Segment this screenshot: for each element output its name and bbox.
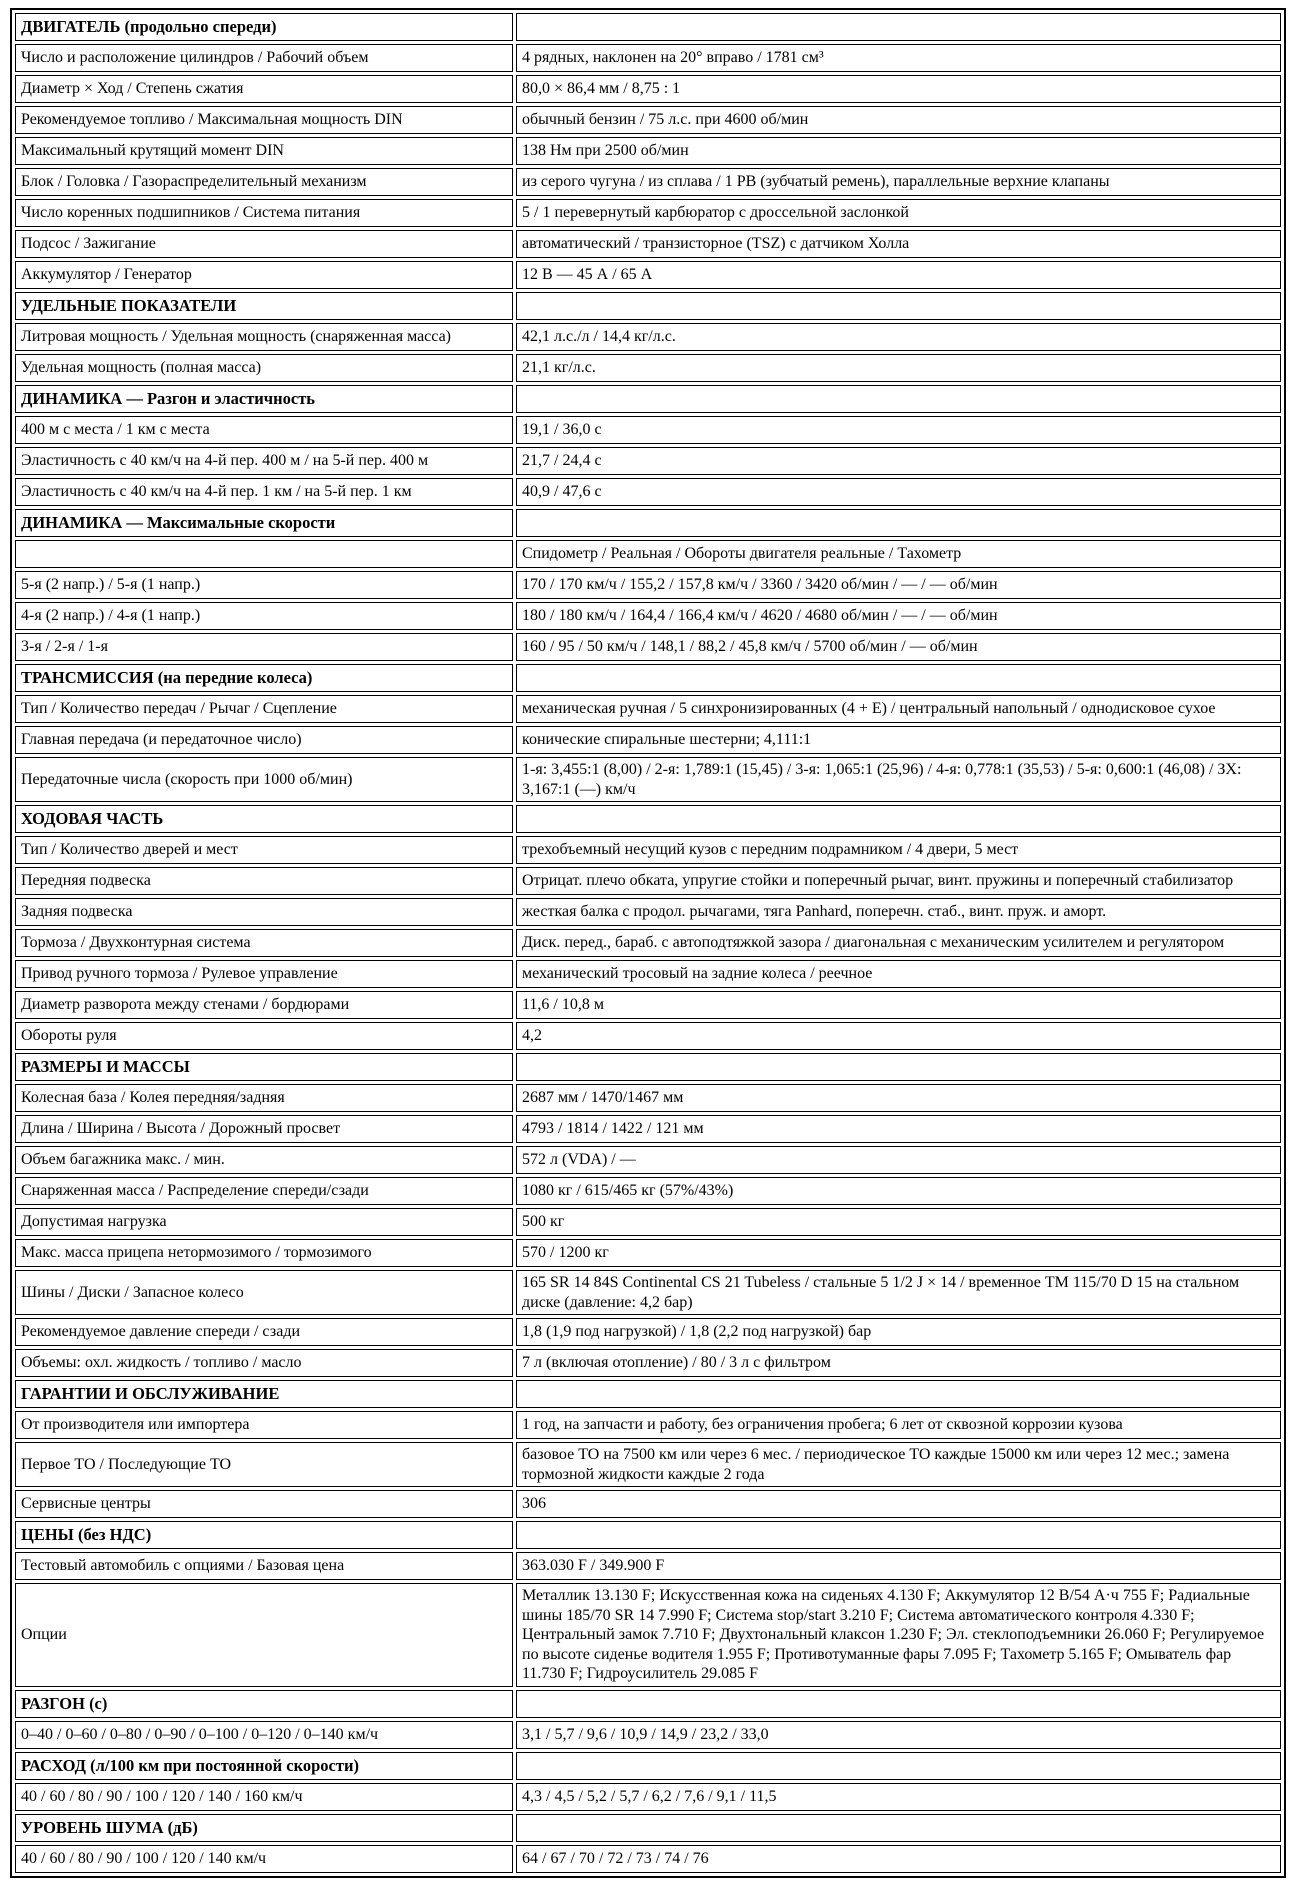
spec-value: конические спиральные шестерни; 4,111:1: [516, 726, 1281, 754]
spec-row: [15, 1349, 1281, 1377]
spec-value: 40,9 / 47,6 с: [516, 478, 1281, 506]
section-title: УДЕЛЬНЫЕ ПОКАЗАТЕЛИ: [15, 292, 513, 320]
spec-row: [15, 168, 1281, 196]
spec-label: Допустимая нагрузка: [15, 1208, 513, 1236]
spec-value: 306: [516, 1490, 1281, 1518]
section-title: ДИНАМИКА — Разгон и эластичность: [15, 385, 513, 413]
spec-label: Тормоза / Двухконтурная система: [15, 929, 513, 957]
spec-value: 3,1 / 5,7 / 9,6 / 10,9 / 14,9 / 23,2 / 33,0: [516, 1721, 1281, 1749]
spec-value: трехобъемный несущий кузов с передним подрамником / 4 двери, 5 мест: [516, 836, 1281, 864]
spec-value: 572 л (VDA) / —: [516, 1146, 1281, 1174]
spec-label: Блок / Головка / Газораспределительный механизм: [15, 168, 513, 196]
spec-row: [15, 1552, 1281, 1580]
spec-label: 400 м с места / 1 км с места: [15, 416, 513, 444]
spec-row: [15, 323, 1281, 351]
spec-row: [15, 991, 1281, 1019]
spec-label: 40 / 60 / 80 / 90 / 100 / 120 / 140 км/ч: [15, 1845, 513, 1873]
spec-value: 42,1 л.с./л / 14,4 кг/л.с.: [516, 323, 1281, 351]
section-spacer-cell: [516, 13, 1281, 41]
spec-row: [15, 571, 1281, 599]
spec-value: 11,6 / 10,8 м: [516, 991, 1281, 1019]
spec-label: Удельная мощность (полная масса): [15, 354, 513, 382]
section-spacer-cell: [516, 1380, 1281, 1408]
spec-value: автоматический / транзисторное (TSZ) с датчиком Холла: [516, 230, 1281, 258]
section-spacer-cell: [516, 1814, 1281, 1842]
spec-row: [15, 757, 1281, 802]
spec-row: [15, 1490, 1281, 1518]
spec-row: [15, 1411, 1281, 1439]
section-title: ЦЕНЫ (без НДС): [15, 1521, 513, 1549]
section-spacer-cell: [516, 1521, 1281, 1549]
spec-value: 4793 / 1814 / 1422 / 121 мм: [516, 1115, 1281, 1143]
spec-label: 0–40 / 0–60 / 0–80 / 0–90 / 0–100 / 0–120 / 0–140 км/ч: [15, 1721, 513, 1749]
spec-value: 21,7 / 24,4 с: [516, 447, 1281, 475]
section-spacer-cell: [516, 1752, 1281, 1780]
spec-label: Обороты руля: [15, 1022, 513, 1050]
spec-value: 5 / 1 перевернутый карбюратор с дроссельной заслонкой: [516, 199, 1281, 227]
spec-label: Рекомендуемое давление спереди / сзади: [15, 1318, 513, 1346]
spec-value: 80,0 × 86,4 мм / 8,75 : 1: [516, 75, 1281, 103]
section-title: ГАРАНТИИ И ОБСЛУЖИВАНИЕ: [15, 1380, 513, 1408]
spec-row: [15, 1318, 1281, 1346]
section-title: РАЗМЕРЫ И МАССЫ: [15, 1053, 513, 1081]
section-header-row: [15, 1752, 1281, 1780]
spec-value: 19,1 / 36,0 с: [516, 416, 1281, 444]
spec-label: Колесная база / Колея передняя/задняя: [15, 1084, 513, 1112]
section-header-row: [15, 385, 1281, 413]
section-spacer-cell: [516, 292, 1281, 320]
spec-label: Эластичность с 40 км/ч на 4-й пер. 1 км / на 5-й пер. 1 км: [15, 478, 513, 506]
spec-label: Тестовый автомобиль с опциями / Базовая цена: [15, 1552, 513, 1580]
spec-row: [15, 540, 1281, 568]
spec-label: Диаметр × Ход / Степень сжатия: [15, 75, 513, 103]
section-header-row: [15, 13, 1281, 41]
section-header-row: [15, 664, 1281, 692]
spec-value: 1-я: 3,455:1 (8,00) / 2-я: 1,789:1 (15,45) / 3-я: 1,065:1 (25,96) / 4-я: 0,778:1 (35,53) / 5-я: 0,600:1 (46,08) / ЗХ: 3,167:1 (—) км/ч: [516, 757, 1281, 802]
spec-row: [15, 929, 1281, 957]
spec-row: [15, 1177, 1281, 1205]
spec-value: Отрицат. плечо обката, упругие стойки и поперечный рычаг, винт. пружины и поперечный стабилизатор: [516, 867, 1281, 895]
spec-row: [15, 726, 1281, 754]
spec-value: 160 / 95 / 50 км/ч / 148,1 / 88,2 / 45,8 км/ч / 5700 об/мин / — об/мин: [516, 633, 1281, 661]
spec-row: [15, 1583, 1281, 1687]
section-spacer-cell: [516, 805, 1281, 833]
spec-value: 570 / 1200 кг: [516, 1239, 1281, 1267]
spec-label: Привод ручного тормоза / Рулевое управление: [15, 960, 513, 988]
spec-value: 21,1 кг/л.с.: [516, 354, 1281, 382]
spec-value: 2687 мм / 1470/1467 мм: [516, 1084, 1281, 1112]
car-spec-table: [10, 8, 1286, 1878]
spec-label: От производителя или импортера: [15, 1411, 513, 1439]
spec-label: Число и расположение цилиндров / Рабочий объем: [15, 44, 513, 72]
spec-value: обычный бензин / 75 л.с. при 4600 об/мин: [516, 106, 1281, 134]
spec-row: [15, 447, 1281, 475]
spec-label: [15, 540, 513, 568]
section-title: РАЗГОН (с): [15, 1690, 513, 1718]
section-header-row: [15, 805, 1281, 833]
spec-label: Первое ТО / Последующие ТО: [15, 1442, 513, 1487]
section-spacer-cell: [516, 1690, 1281, 1718]
spec-row: [15, 1208, 1281, 1236]
spec-value: жесткая балка с продол. рычагами, тяга Panhard, поперечн. стаб., винт. пруж. и аморт.: [516, 898, 1281, 926]
spec-row: [15, 960, 1281, 988]
spec-row: [15, 1022, 1281, 1050]
spec-row: [15, 137, 1281, 165]
spec-label: Эластичность с 40 км/ч на 4-й пер. 400 м / на 5-й пер. 400 м: [15, 447, 513, 475]
section-header-row: [15, 1814, 1281, 1842]
spec-row: [15, 1783, 1281, 1811]
section-header-row: [15, 509, 1281, 537]
spec-label: Передаточные числа (скорость при 1000 об/мин): [15, 757, 513, 802]
section-header-row: [15, 292, 1281, 320]
spec-row: [15, 106, 1281, 134]
spec-row: [15, 1146, 1281, 1174]
spec-label: Передняя подвеска: [15, 867, 513, 895]
spec-label: Число коренных подшипников / Система питания: [15, 199, 513, 227]
spec-value: 170 / 170 км/ч / 155,2 / 157,8 км/ч / 3360 / 3420 об/мин / — / — об/мин: [516, 571, 1281, 599]
spec-label: Рекомендуемое топливо / Максимальная мощность DIN: [15, 106, 513, 134]
spec-value: 1 год, на запчасти и работу, без ограничения пробега; 6 лет от сквозной коррозии кузова: [516, 1411, 1281, 1439]
section-title: РАСХОД (л/100 км при постоянной скорости): [15, 1752, 513, 1780]
spec-row: [15, 695, 1281, 723]
spec-row: [15, 633, 1281, 661]
section-header-row: [15, 1380, 1281, 1408]
spec-value: 180 / 180 км/ч / 164,4 / 166,4 км/ч / 4620 / 4680 об/мин / — / — об/мин: [516, 602, 1281, 630]
spec-value: 4 рядных, наклонен на 20° вправо / 1781 см³: [516, 44, 1281, 72]
spec-row: [15, 478, 1281, 506]
spec-value: 500 кг: [516, 1208, 1281, 1236]
section-spacer-cell: [516, 1053, 1281, 1081]
spec-label: Диаметр разворота между стенами / бордюрами: [15, 991, 513, 1019]
section-spacer-cell: [516, 385, 1281, 413]
spec-label: Максимальный крутящий момент DIN: [15, 137, 513, 165]
spec-label: Литровая мощность / Удельная мощность (снаряженная масса): [15, 323, 513, 351]
spec-row: [15, 602, 1281, 630]
spec-row: [15, 836, 1281, 864]
spec-value: Диск. перед., бараб. с автоподтяжкой зазора / диагональная с механическим усилителем и регулятором: [516, 929, 1281, 957]
section-title: ДИНАМИКА — Максимальные скорости: [15, 509, 513, 537]
section-header-row: [15, 1053, 1281, 1081]
section-spacer-cell: [516, 664, 1281, 692]
section-title: ДВИГАТЕЛЬ (продольно спереди): [15, 13, 513, 41]
section-spacer-cell: [516, 509, 1281, 537]
spec-row: [15, 1721, 1281, 1749]
spec-value: 138 Нм при 2500 об/мин: [516, 137, 1281, 165]
spec-label: Опции: [15, 1583, 513, 1687]
spec-value: 165 SR 14 84S Continental CS 21 Tubeless / стальные 5 1/2 J × 14 / временное TM 115/70 D 15 на стальном диске (давление: 4,2 бар): [516, 1270, 1281, 1315]
spec-label: Шины / Диски / Запасное колесо: [15, 1270, 513, 1315]
spec-value: 4,2: [516, 1022, 1281, 1050]
spec-row: [15, 1084, 1281, 1112]
spec-row: [15, 1239, 1281, 1267]
spec-label: 5-я (2 напр.) / 5-я (1 напр.): [15, 571, 513, 599]
spec-value: 1080 кг / 615/465 кг (57%/43%): [516, 1177, 1281, 1205]
spec-label: 3-я / 2-я / 1-я: [15, 633, 513, 661]
spec-row: [15, 44, 1281, 72]
spec-row: [15, 867, 1281, 895]
spec-label: Аккумулятор / Генератор: [15, 261, 513, 289]
spec-label: Задняя подвеска: [15, 898, 513, 926]
spec-row: [15, 1270, 1281, 1315]
spec-value: Спидометр / Реальная / Обороты двигателя реальные / Тахометр: [516, 540, 1281, 568]
spec-value: 1,8 (1,9 под нагрузкой) / 1,8 (2,2 под нагрузкой) бар: [516, 1318, 1281, 1346]
spec-value: из серого чугуна / из сплава / 1 РВ (зубчатый ремень), параллельные верхние клапаны: [516, 168, 1281, 196]
spec-label: Объем багажника макс. / мин.: [15, 1146, 513, 1174]
section-header-row: [15, 1521, 1281, 1549]
section-title: УРОВЕНЬ ШУМА (дБ): [15, 1814, 513, 1842]
spec-row: [15, 1115, 1281, 1143]
spec-label: Подсос / Зажигание: [15, 230, 513, 258]
spec-label: 40 / 60 / 80 / 90 / 100 / 120 / 140 / 160 км/ч: [15, 1783, 513, 1811]
spec-value: 12 В — 45 А / 65 А: [516, 261, 1281, 289]
spec-value: 4,3 / 4,5 / 5,2 / 5,7 / 6,2 / 7,6 / 9,1 / 11,5: [516, 1783, 1281, 1811]
spec-label: Сервисные центры: [15, 1490, 513, 1518]
spec-row: [15, 1845, 1281, 1873]
spec-label: Длина / Ширина / Высота / Дорожный просвет: [15, 1115, 513, 1143]
spec-value: базовое ТО на 7500 км или через 6 мес. / периодическое ТО каждые 15000 км или через 12 мес.; замена тормозной жидкости каждые 2 года: [516, 1442, 1281, 1487]
spec-row: [15, 898, 1281, 926]
spec-row: [15, 1442, 1281, 1487]
spec-label: Снаряженная масса / Распределение спереди/сзади: [15, 1177, 513, 1205]
spec-label: Макс. масса прицепа нетормозимого / тормозимого: [15, 1239, 513, 1267]
section-header-row: [15, 1690, 1281, 1718]
spec-row: [15, 416, 1281, 444]
spec-label: 4-я (2 напр.) / 4-я (1 напр.): [15, 602, 513, 630]
spec-row: [15, 199, 1281, 227]
spec-row: [15, 354, 1281, 382]
section-title: ХОДОВАЯ ЧАСТЬ: [15, 805, 513, 833]
spec-row: [15, 75, 1281, 103]
spec-label: Объемы: охл. жидкость / топливо / масло: [15, 1349, 513, 1377]
spec-value: 363.030 F / 349.900 F: [516, 1552, 1281, 1580]
spec-label: Тип / Количество передач / Рычаг / Сцепление: [15, 695, 513, 723]
spec-value: 64 / 67 / 70 / 72 / 73 / 74 / 76: [516, 1845, 1281, 1873]
spec-value: механический тросовый на задние колеса / реечное: [516, 960, 1281, 988]
spec-label: Главная передача (и передаточное число): [15, 726, 513, 754]
spec-row: [15, 261, 1281, 289]
spec-value: 7 л (включая отопление) / 80 / 3 л с фильтром: [516, 1349, 1281, 1377]
spec-value: Металлик 13.130 F; Искусственная кожа на сиденьях 4.130 F; Аккумулятор 12 В/54 А·ч 755 F; Радиальные шины 185/70 SR 14 7.990 F; Система stop/start 3.210 F; Система автоматического контроля 4.330 F; Центральный замок 7.710 F; Двухтональный клаксон 1.230 F; Эл. стеклоподъемники 26.060 F; Регулируемое по высоте сиденье водителя 1.955 F; Противотуманные фары 7.095 F; Тахометр 5.165 F; Омыватель фар 11.730 F; Гидроусилитель 29.085 F: [516, 1583, 1281, 1687]
section-title: ТРАНСМИССИЯ (на передние колеса): [15, 664, 513, 692]
spec-value: механическая ручная / 5 синхронизированных (4 + E) / центральный напольный / однодисковое сухое: [516, 695, 1281, 723]
spec-label: Тип / Количество дверей и мест: [15, 836, 513, 864]
spec-table-body: [15, 13, 1281, 1873]
spec-row: [15, 230, 1281, 258]
